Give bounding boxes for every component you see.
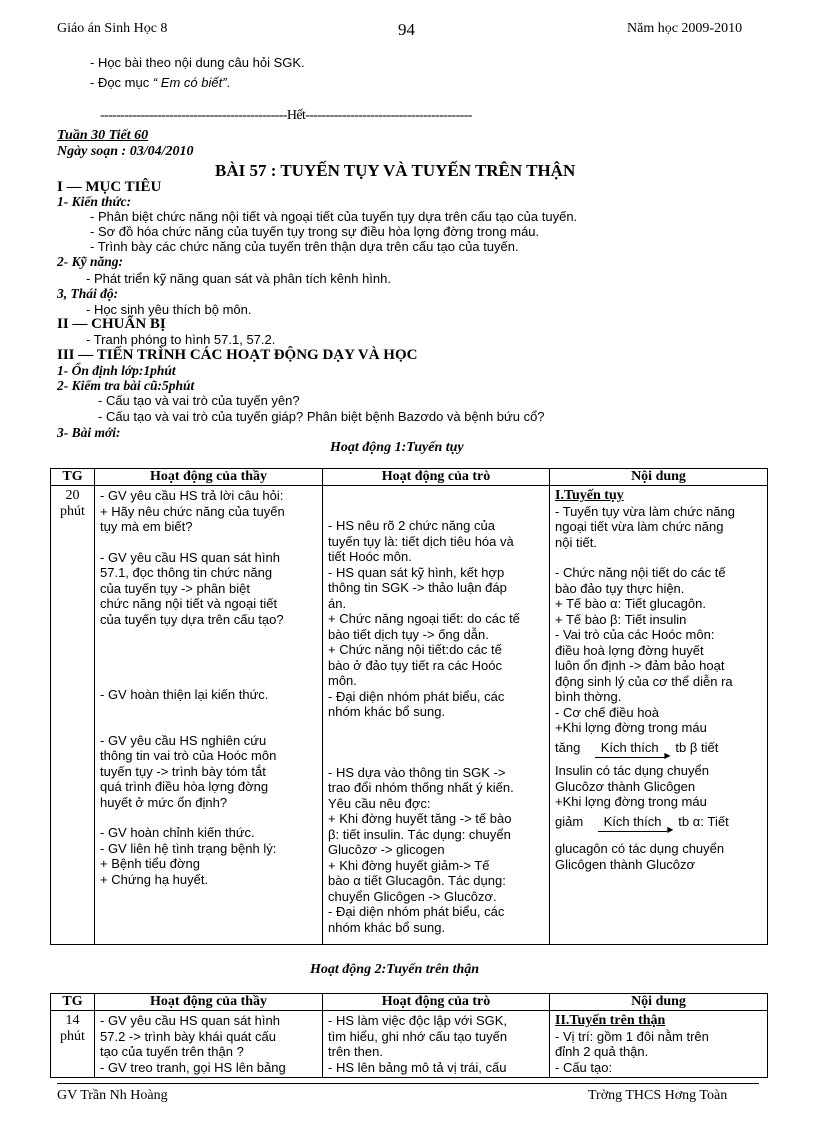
time-cell [51,1011,95,1078]
cell-text-line: - HS dựa vào thông tin SGK -> [328,764,506,780]
header-content: Nội dung [550,994,768,1011]
cell-text-line [100,810,317,825]
content-title: II.Tuyến trên thận [555,1013,666,1028]
teacher-cell [95,486,323,945]
cell-text-line: bào ở đảo tụy tiết ra các Hoóc [328,657,503,673]
cell-text-line: + Tế bào α: Tiết glucagôn. [555,596,706,611]
cell-text-line: β: tiết insulin. Tác dụng: chuyển [328,826,511,842]
cell-text-line: án. [328,595,347,611]
cell-text-line: trên then. [328,1044,383,1059]
cell-text-line: - Chức năng nội tiết do các tế [555,565,726,580]
table-header-row [51,469,768,486]
header-teacher: Hoạt động của thầy [95,994,323,1011]
end-divider: ----------------------------------------------Hết----------------------------------------- [100,108,472,123]
time-value: 20 [65,488,80,503]
cell-text-line: tuyến tụy -> trình bày tóm tắt [100,763,266,779]
cell-text-line: tuyến tụy là: tiết dịch tiêu hóa và [328,533,514,549]
cell-text-line [100,703,317,718]
activity-2-table [50,993,768,1078]
cell-text-line: - GV yêu cầu HS quan sát hình [100,549,280,565]
cell-text-line: bào α tiết Glucagôn. Tác dụng: [328,873,506,888]
page-number: 94 [398,20,415,39]
cell-text-line: + Chức năng nội tiết:do các tế [328,642,502,657]
cell-text-line: - Vị trí: gồm 1 đôi nằm trên [555,1028,709,1044]
prep-item-1: - Tranh phóng to hình 57.1, 57.2. [86,332,276,347]
cell-text-line: + Chứng hạ huyết. [100,871,209,887]
cell-text-line: - HS nêu rõ 2 chức năng của [328,518,495,533]
table-row [51,1011,768,1078]
week-line: Tuần 30 Tiết 60 [57,128,149,143]
cell-text-line [328,503,544,518]
intro-italic: “ Em có biết” [152,75,227,90]
content-cell [550,486,768,945]
cell-text-line: - Tuyến tụy vừa làm chức năng [555,503,735,519]
cell-text-line: luôn ổn định -> đảm bảo hoạt [555,658,725,673]
cell-text-line: Yêu cầu nêu đợc: [328,795,431,811]
cell-text-line [100,627,317,642]
cell-text-line: - HS lên bảng mô tả vị trái, cấu [328,1059,507,1075]
header-left: Giáo án Sinh Học 8 [57,21,168,36]
intro-prefix: - Đọc mục [90,75,150,90]
arrow1-label: ▶ Kích thích [595,740,665,756]
cell-text-line: + Khi đờng huyết giảm-> Tế [328,857,490,873]
cell-text-line: - HS làm việc độc lập với SGK, [328,1013,508,1028]
section-3-heading: III — TIẾN TRÌNH CÁC HOẠT ĐỘNG DẠY VÀ HỌC [57,347,418,363]
cell-text-line [100,672,317,687]
header-student: Hoạt động của trò [323,469,550,486]
header-tg: TG [51,994,95,1011]
knowledge-item-1: - Phân biệt chức năng nội tiết và ngoại tiết của tuyến tụy dựa trên cấu tạo của tuyến. [90,209,578,224]
cell-text-line: đỉnh 2 quả thận. [555,1044,649,1059]
cell-text-line: - Đại diện nhóm phát biểu, các [328,688,505,704]
header-tg: TG [51,469,95,486]
content-title: I.Tuyến tụy [555,488,624,503]
skill-label: 2- Kỹ năng: [57,254,124,269]
step-2: 2- Kiểm tra bài cũ:5phút [57,378,195,393]
cell-text-line: Glucôzơ thành Glicôgen [555,778,696,794]
cell-text-line: Glucôzơ -> glicogen [328,842,445,857]
section-2-heading: II — CHUẨN BỊ [57,316,166,332]
cell-text-line: 57.2 -> trình bày khái quát cấu [100,1028,276,1044]
arrow-line-1 [555,740,762,756]
cell-text-line: - GV yêu cầu HS nghiên cứu [100,732,267,748]
cell-text-line [328,750,544,765]
teacher-cell [95,1011,323,1078]
cell-text-line: glucagôn có tác dụng chuyển [555,841,725,856]
cell-text-line: thông tin vai trò của Hoóc môn [100,748,277,763]
cell-text-line [328,488,544,503]
header-teacher: Hoạt động của thầy [95,469,323,486]
review-question-2: - Cấu tạo và vai trò của tuyến giáp? Phân biệt bệnh Bazơdo và bệnh bứu cổ? [98,409,545,424]
arrow1-post: tb β tiết [675,739,719,755]
header-content: Nội dung [550,469,768,486]
cell-text-line: - Cấu tạo: [555,1059,613,1075]
cell-text-line [100,657,317,672]
cell-text-line: bình thờng. [555,689,622,704]
cell-text-line: tiết Hoóc môn. [328,549,412,564]
cell-text-line: chức năng nội tiết và ngoại tiết [100,596,278,611]
activity-2-title: Hoạt động 2:Tuyến trên thận [310,962,480,977]
arrow2-post: tb α: Tiết [678,813,729,829]
cell-text-line: - GV hoàn chỉnh kiến thức. [100,825,255,840]
cell-text-line: tìm hiểu, ghi nhớ cấu tạo tuyến [328,1028,508,1044]
cell-text-line [328,735,544,750]
lesson-title: BÀI 57 : TUYẾN TỤY VÀ TUYẾN TRÊN THẬN [215,161,576,180]
cell-text-line [100,642,317,657]
cell-text-line: +Khi lợng đờng trong máu [555,794,707,809]
time-cell [51,486,95,945]
cell-text-line: chuyển Glicôgen -> Glucôzơ. [328,888,497,904]
cell-text-line: - GV treo tranh, gọi HS lên bảng [100,1059,286,1075]
cell-text-line: điều hoà lợng đờng huyết [555,642,704,658]
attitude-item-1: - Học sinh yêu thích bộ môn. [86,302,252,317]
arrow1-pre: tăng [555,739,581,755]
cell-text-line: quá trình điều hòa lợng đờng [100,779,269,794]
cell-text-line [555,550,762,565]
cell-text-line [100,535,317,550]
footer-right: Trờng THCS Hơng Toàn [588,1088,728,1103]
cell-text-line: tụy mà em biết? [100,519,193,534]
cell-text-line: + Tế bào β: Tiết insulin [555,611,687,627]
cell-text-line: +Khi lợng đờng trong máu [555,720,707,735]
cell-text-line: nhóm khác bổ sung. [328,704,446,719]
cell-text-line: + Chức năng ngoại tiết: do các tế [328,611,520,626]
intro-line-1: - Học bài theo nội dung câu hỏi SGK. [90,55,305,70]
cell-text-line: - GV yêu cầu HS trả lời câu hỏi: [100,488,284,503]
activity-1-table [50,468,768,945]
step-1: 1- Ổn định lớp:1phút [57,363,176,378]
cell-text-line: ngoại tiết vừa làm chức năng [555,519,724,534]
cell-text-line: động sinh lý của cơ thể diễn ra [555,673,733,689]
cell-text-line: - GV liên hệ tình trạng bệnh lý: [100,840,277,856]
table-header-row [51,994,768,1011]
cell-text-line: - Đại diện nhóm phát biểu, các [328,904,505,919]
cell-text-line: tạo của tuyến trên thận ? [100,1044,244,1059]
review-question-1: - Cấu tạo và vai trò của tuyến yên? [98,393,300,408]
arrow2-label: ▶ Kích thích [598,814,668,830]
cell-text-line: môn. [328,673,357,688]
footer-rule [57,1083,759,1084]
cell-text-line: + Bệnh tiểu đờng [100,856,200,871]
cell-text-line: của tuyến tụy -> phân biệt [100,580,250,596]
content-cell [550,1011,768,1078]
cell-text-line: + Khi đờng huyết tăng -> tế bào [328,811,512,826]
cell-text-line: bào đảo tụy thực hiện. [555,580,685,596]
cell-text-line: - Vai trò của các Hoóc môn: [555,627,715,642]
cell-text-line: + Hãy nêu chức năng của tuyến [100,503,285,519]
cell-text-line: nội tiết. [555,534,597,550]
cell-text-line: 57.1, đọc thông tin chức năng [100,565,273,580]
cell-text-line: Glicôgen thành Glucôzơ [555,856,696,872]
student-cell [323,486,550,945]
arrow2-pre: giảm [555,813,584,829]
date-line: Ngày soạn : 03/04/2010 [57,144,194,159]
header-student: Hoạt động của trò [323,994,550,1011]
time-unit: phút [60,1028,85,1044]
cell-text-line: - Cơ chế điều hoà [555,704,659,720]
activity-1-title: Hoạt động 1:Tuyến tụy [330,440,464,455]
student-cell [323,1011,550,1078]
cell-text-line: thông tin SGK -> thảo luận đáp [328,580,507,595]
cell-text-line: của tuyến tụy dựa trên cấu tạo? [100,611,284,627]
step-3: 3- Bài mới: [57,425,121,440]
cell-text-line: - HS quan sát kỹ hình, kết hợp [328,564,505,580]
attitude-label: 3, Thái độ: [57,286,119,301]
cell-text-line [100,718,317,733]
skill-item-1: - Phát triển kỹ năng quan sát và phân tích kênh hình. [86,271,391,286]
cell-text-line: nhóm khác bổ sung. [328,919,446,935]
knowledge-item-2: - Sơ đồ hóa chức năng của tuyến tụy trong sự điều hòa lợng đờng trong máu. [90,224,540,239]
intro-line-2 [90,75,230,90]
cell-text-line: trao đổi nhóm thống nhất ý kiến. [328,780,514,795]
cell-text-line: - GV hoàn thiện lại kiến thức. [100,687,269,702]
cell-text-line [328,720,544,735]
header-right: Năm học 2009-2010 [627,21,743,36]
time-unit: phút [60,503,85,519]
cell-text-line: Insulin có tác dụng chuyển [555,763,709,778]
cell-text-line: bào tiết dịch tụy -> ống dẫn. [328,626,489,642]
arrow-line-2 [555,814,762,830]
knowledge-label: 1- Kiến thức: [57,194,132,209]
cell-text-line: - GV yêu cầu HS quan sát hình [100,1013,280,1028]
time-value: 14 [65,1013,80,1028]
section-1-heading: I — MỤC TIÊU [57,179,162,195]
knowledge-item-3: - Trình bày các chức năng của tuyến trên thận dựa trên cấu tạo của tuyến. [90,239,519,254]
table-row [51,486,768,945]
intro-suffix: . [226,75,231,90]
footer-left: GV Trần Nh Hoàng [57,1088,168,1103]
cell-text-line: huyết ở mức ổn định? [100,794,228,810]
